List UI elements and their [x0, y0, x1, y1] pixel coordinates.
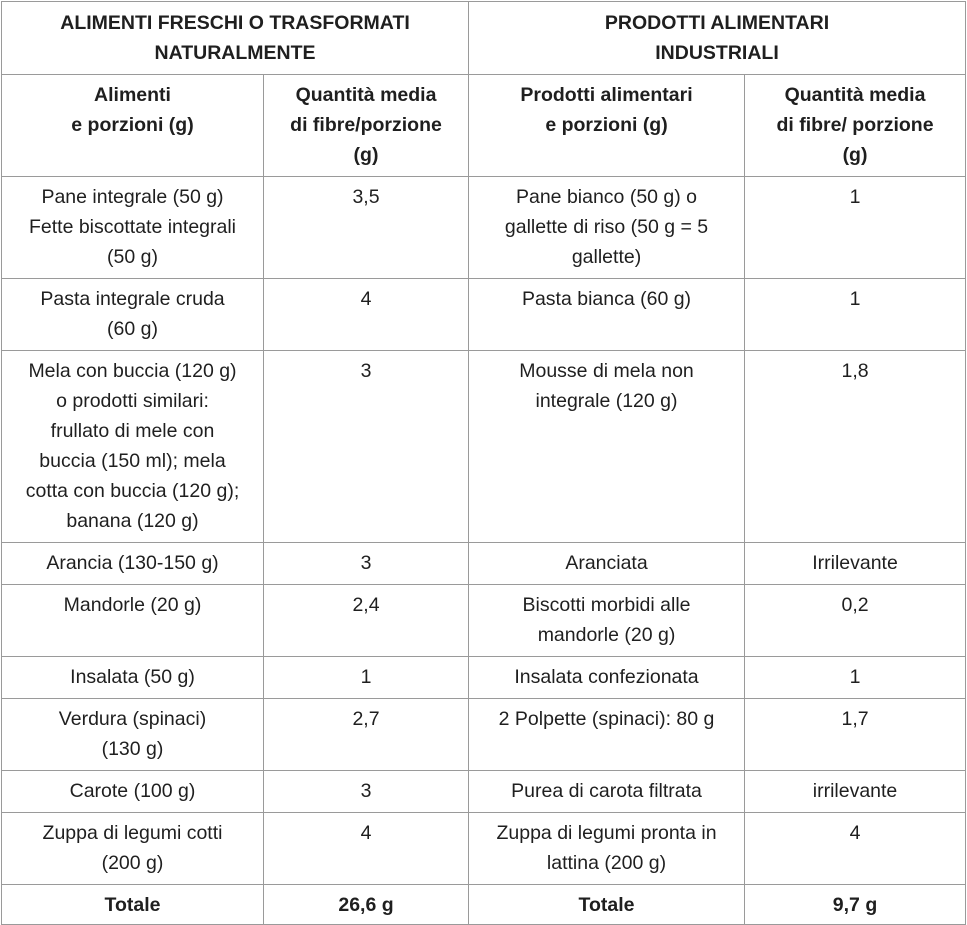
food-cell: Insalata (50 g)	[2, 657, 264, 699]
table-row	[2, 279, 966, 351]
food-cell: Zuppa di legumi cotti (200 g)	[2, 813, 264, 885]
total-label: Totale	[2, 885, 264, 925]
totals-row	[2, 885, 966, 925]
fiber-value-cell: 4	[264, 813, 469, 885]
table-row	[2, 351, 966, 543]
fiber-value-cell: 3	[264, 771, 469, 813]
fiber-value-cell: 1	[745, 177, 966, 279]
product-cell: Biscotti morbidi alle mandorle (20 g)	[469, 585, 745, 657]
fiber-value-cell: 2,4	[264, 585, 469, 657]
fiber-value-cell: 3	[264, 351, 469, 543]
column-header-fiber-per-portion: Quantità media di fibre/porzione (g)	[264, 75, 469, 177]
fiber-value-cell: 4	[264, 279, 469, 351]
column-header-fiber-per-portion-industrial: Quantità media di fibre/ porzione (g)	[745, 75, 966, 177]
fiber-value-cell: 1	[745, 279, 966, 351]
fiber-value-cell: 1	[264, 657, 469, 699]
food-cell: Carote (100 g)	[2, 771, 264, 813]
fiber-value-cell: 2,7	[264, 699, 469, 771]
fiber-comparison-table	[1, 1, 966, 925]
product-cell: Pasta bianca (60 g)	[469, 279, 745, 351]
food-cell: Mandorle (20 g)	[2, 585, 264, 657]
table-row	[2, 813, 966, 885]
food-cell: Arancia (130-150 g)	[2, 543, 264, 585]
product-cell: Aranciata	[469, 543, 745, 585]
product-cell: Zuppa di legumi pronta in lattina (200 g)	[469, 813, 745, 885]
fiber-value-cell: 3,5	[264, 177, 469, 279]
total-fiber-industrial: 9,7 g	[745, 885, 966, 925]
product-cell: Purea di carota filtrata	[469, 771, 745, 813]
column-header-row	[2, 75, 966, 177]
fiber-value-cell: 1,7	[745, 699, 966, 771]
food-cell: Verdura (spinaci) (130 g)	[2, 699, 264, 771]
table-row	[2, 657, 966, 699]
fiber-value-cell: 3	[264, 543, 469, 585]
fiber-value-cell: 1,8	[745, 351, 966, 543]
food-cell: Mela con buccia (120 g) o prodotti similari: frullato di mele con buccia (150 ml); mela cotta con buccia (120 g); banana (120 g)	[2, 351, 264, 543]
product-cell: Pane bianco (50 g) o gallette di riso (50 g = 5 gallette)	[469, 177, 745, 279]
fiber-value-cell: irrilevante	[745, 771, 966, 813]
table-row	[2, 177, 966, 279]
fiber-value-cell: Irrilevante	[745, 543, 966, 585]
product-cell: 2 Polpette (spinaci): 80 g	[469, 699, 745, 771]
group-header-industrial-products: PRODOTTI ALIMENTARI INDUSTRIALI	[469, 2, 966, 75]
group-header-natural-foods: ALIMENTI FRESCHI O TRASFORMATI NATURALMENTE	[2, 2, 469, 75]
fiber-value-cell: 0,2	[745, 585, 966, 657]
table-row	[2, 699, 966, 771]
fiber-value-cell: 1	[745, 657, 966, 699]
product-cell: Insalata confezionata	[469, 657, 745, 699]
food-cell: Pane integrale (50 g) Fette biscottate integrali (50 g)	[2, 177, 264, 279]
column-header-products-portions: Prodotti alimentari e porzioni (g)	[469, 75, 745, 177]
group-header-row	[2, 2, 966, 75]
total-fiber-natural: 26,6 g	[264, 885, 469, 925]
table-row	[2, 543, 966, 585]
table-row	[2, 771, 966, 813]
total-label: Totale	[469, 885, 745, 925]
product-cell: Mousse di mela non integrale (120 g)	[469, 351, 745, 543]
fiber-value-cell: 4	[745, 813, 966, 885]
food-cell: Pasta integrale cruda (60 g)	[2, 279, 264, 351]
table-row	[2, 585, 966, 657]
column-header-foods-portions: Alimenti e porzioni (g)	[2, 75, 264, 177]
